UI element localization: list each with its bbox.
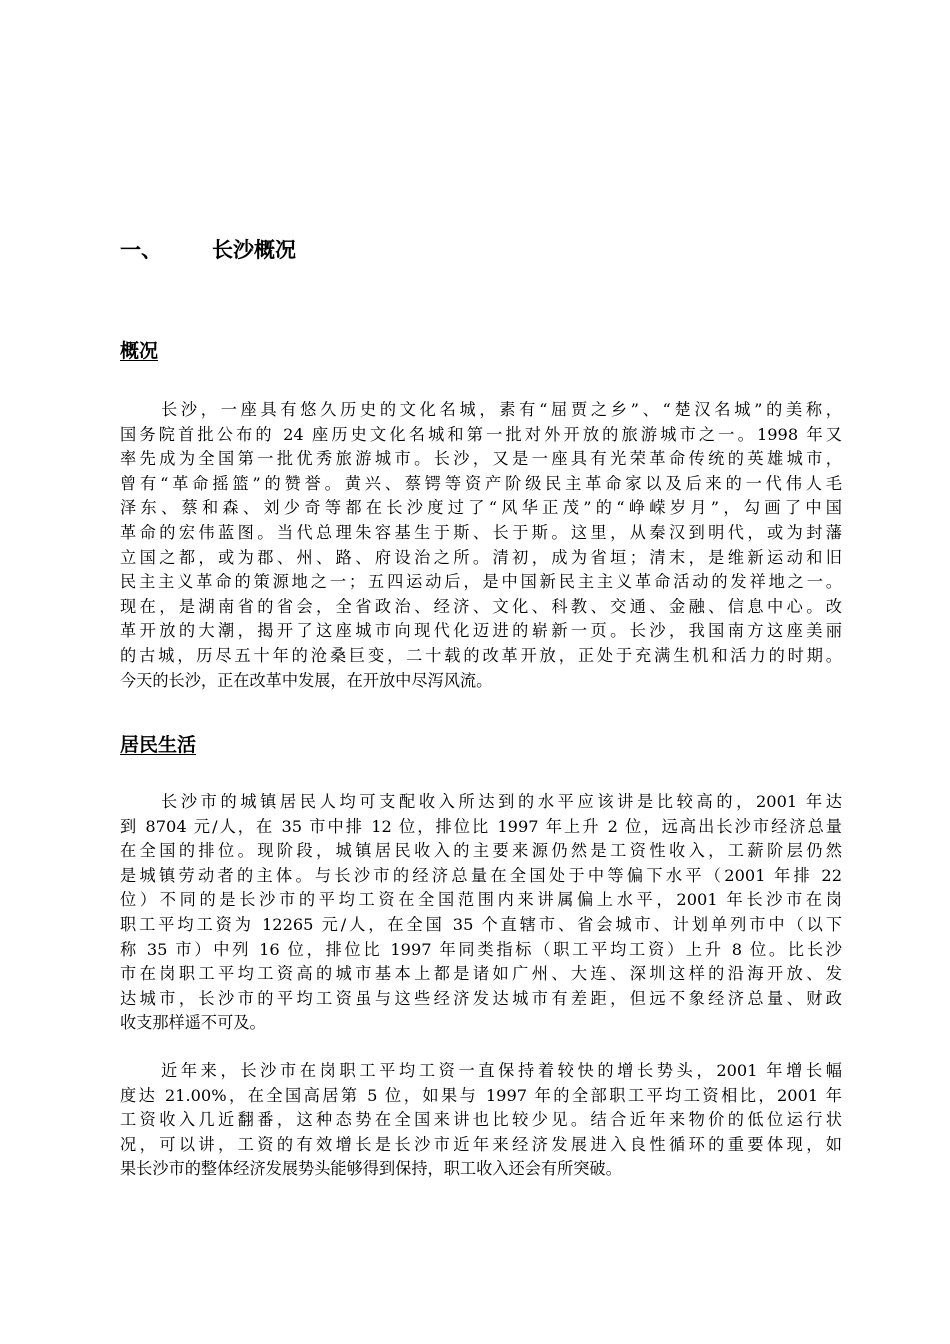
text-line: 长沙市的城镇居民人均可支配收入所达到的水平应该讲是比较高的，2001 年达 <box>161 792 842 811</box>
text-line: 称 35 市）中列 16 位，排位比 1997 年同类指标（职工平均工资）上升 8 位。比长沙 <box>120 939 842 959</box>
text-line: 达城市，长沙市的平均工资虽与这些经济发达城市有差距，但远不象经济总量、财政 <box>120 988 842 1008</box>
text-line: 国务院首批公布的 24 座历史文化名城和第一批对外开放的旅游城市之一。1998 年又 <box>120 424 842 444</box>
text-line: 位）不同的是长沙市的平均工资在全国范围内来讲属偏上水平，2001 年长沙市在岗 <box>120 890 842 910</box>
text-line: 革开放的大潮，揭开了这座城市向现代化迈进的崭新一页。长沙，我国南方这座美丽 <box>120 621 842 641</box>
text-line: 果长沙市的整体经济发展势头能够得到保持，职工收入还会有所突破。 <box>120 1159 622 1179</box>
text-line: 现在，是湖南省的省会，全省政治、经济、文化、科教、交通、金融、信息中心。改 <box>120 596 842 616</box>
text-line: 民主主义革命的策源地之一；五四运动后，是中国新民主主义革命活动的发祥地之一。 <box>120 572 842 592</box>
section-heading-residents-life: 居民生活 <box>120 734 197 756</box>
text-line: 况，可以讲，工资的有效增长是长沙市近年来经济发展进入良性循环的重要体现，如 <box>120 1134 842 1154</box>
text-line: 职工平均工资为 12265 元/人，在全国 35 个直辖市、省会城市、计划单列市中（以下 <box>120 914 842 934</box>
text-line: 革命的宏伟蓝图。当代总理朱容基生于斯、长于斯。这里，从秦汉到明代，或为封藩 <box>120 522 842 542</box>
residents-paragraph-1 <box>120 790 842 1036</box>
chapter-number: 一、 <box>120 238 162 262</box>
overview-paragraph <box>120 398 842 693</box>
text-line: 的古城，历尽五十年的沧桑巨变，二十载的改革开放，正处于充满生机和活力的时期。 <box>120 645 842 665</box>
text-line: 在全国的排位。现阶段，城镇居民收入的主要来源仍然是工资性收入，工薪阶层仍然 <box>120 841 842 861</box>
text-line: 到 8704 元/人，在 35 市中排 12 位，排位比 1997 年上升 2 位，远高出长沙市经济总量 <box>120 816 842 836</box>
text-line: 度达 21.00%，在全国高居第 5 位，如果与 1997 年的全部职工平均工资相比，2001 年 <box>120 1085 842 1105</box>
text-line: 率先成为全国第一批优秀旅游城市。长沙，又是一座具有光荣革命传统的英雄城市， <box>120 449 842 469</box>
residents-paragraph-2 <box>120 1059 842 1182</box>
text-line: 市在岗职工平均工资高的城市基本上都是诸如广州、大连、深圳这样的沿海开放、发 <box>120 964 842 984</box>
text-line: 工资收入几近翻番，这种态势在全国来讲也比较少见。结合近年来物价的低位运行状 <box>120 1110 842 1130</box>
chapter-heading <box>120 236 296 264</box>
text-line: 是城镇劳动者的主体。与长沙市的经济总量在全国处于中等偏下水平（2001 年排 22 <box>120 865 842 885</box>
chapter-title: 长沙概况 <box>212 238 296 262</box>
text-line: 泽东、蔡和森、刘少奇等都在长沙度过了“风华正茂”的“峥嵘岁月”，勾画了中国 <box>120 498 842 518</box>
text-line: 收支那样遥不可及。 <box>120 1013 266 1033</box>
text-line: 曾有“革命摇篮”的赞誉。黄兴、蔡锷等资产阶级民主革命家以及后来的一代伟人毛 <box>120 473 842 493</box>
text-line: 今天的长沙，正在改革中发展，在开放中尽泻风流。 <box>120 670 493 690</box>
text-line: 近年来，长沙市在岗职工平均工资一直保持着较快的增长势头，2001 年增长幅 <box>161 1061 842 1080</box>
text-line: 长沙，一座具有悠久历史的文化名城，素有“屈贾之乡”、“楚汉名城”的美称， <box>161 400 842 419</box>
section-heading-overview: 概况 <box>120 340 159 362</box>
text-line: 立国之都，或为郡、州、路、府设治之所。清初，成为省垣；清末，是维新运动和旧 <box>120 547 842 567</box>
